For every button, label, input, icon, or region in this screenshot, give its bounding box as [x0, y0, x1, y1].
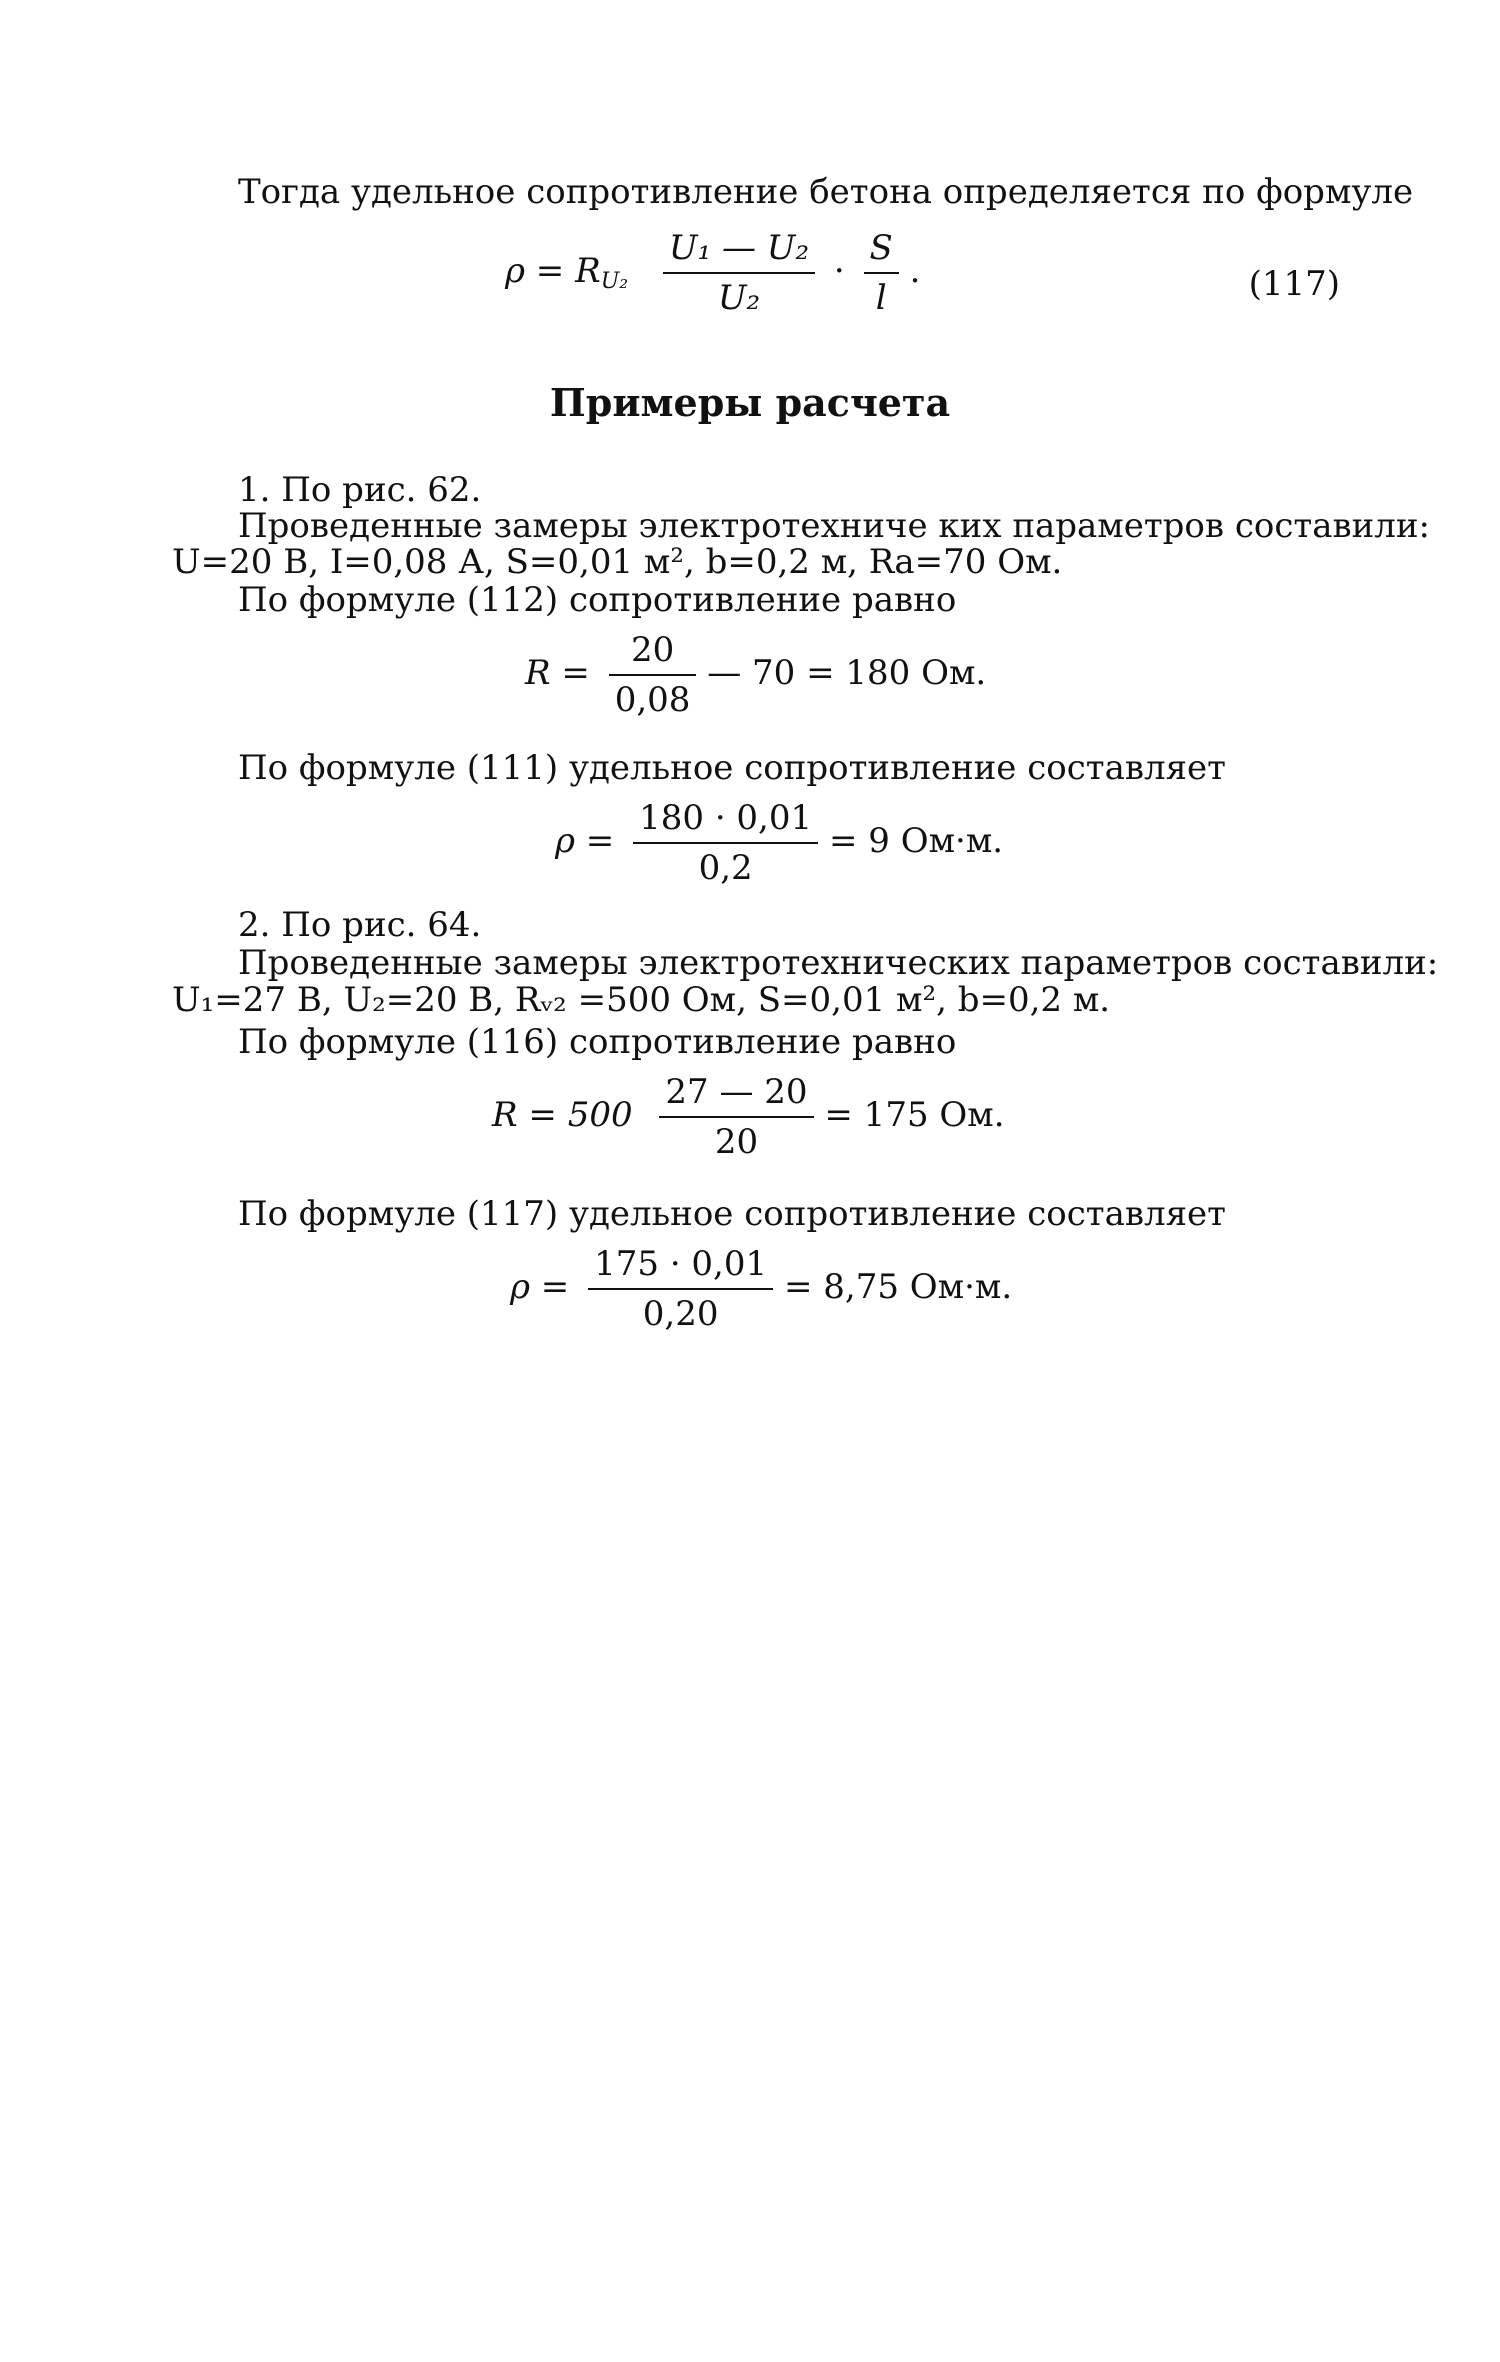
example1-eq2-lhs: ρ = [555, 821, 615, 861]
example2-eq1-rhs: = 175 Ом. [824, 1095, 1005, 1135]
formula-117 [505, 228, 920, 318]
example2-line3: По формуле (116) сопротивление равно [238, 1022, 957, 1062]
example1-line1: Проведенные замеры электротехниче ких параметров составили: [238, 506, 1430, 546]
example1-eq1-rhs: — 70 = 180 Ом. [707, 653, 987, 693]
example1-eq1-lhs: R = [525, 653, 590, 693]
formula-117-dot: · [833, 251, 845, 291]
example2-heading: 2. По рис. 64. [238, 905, 482, 945]
example2-line1: Проведенные замеры электротехнических параметров составили: [238, 943, 1439, 983]
example2-eq1-lhs: R = 500 [492, 1095, 633, 1135]
example1-heading: 1. По рис. 62. [238, 470, 482, 510]
formula-117-number: (117) [1248, 264, 1340, 304]
section-title: Примеры расчета [549, 380, 951, 425]
example1-line3: По формуле (112) сопротивление равно [238, 580, 957, 620]
example1-eq2-rhs: = 9 Ом·м. [828, 821, 1004, 861]
example2-eq2-fraction: $\frac{175 \cdot 0,01}{0,20}$ [588, 1244, 773, 1334]
example2-eq2-lhs: ρ = [510, 1267, 570, 1307]
example1-eq1-fraction: $\frac{20}{0,08}$ [609, 630, 697, 720]
example1-equation1 [525, 630, 986, 720]
example2-equation1 [492, 1072, 1005, 1162]
example1-equation2 [555, 798, 1003, 888]
formula-117-lhs: $\rho = R_{U_2}$ [505, 251, 629, 294]
example2-eq1-fraction: $\frac{27 — 20}{20}$ [659, 1072, 813, 1162]
formula-117-fraction-1: $\frac{\text{U₁ — U₂}}{\text{U₂}}$ [663, 228, 815, 318]
intro-line: Тогда удельное сопротивление бетона определяется по формуле [238, 172, 1414, 212]
example1-line2: U=20 В, I=0,08 А, S=0,01 м², b=0,2 м, Rа=70 Ом. [172, 542, 1063, 582]
example1-eq2-fraction: $\frac{180 \cdot 0,01}{0,2}$ [633, 798, 818, 888]
example2-line2: U₁=27 В, U₂=20 В, Rᵥ₂ =500 Ом, S=0,01 м², b=0,2 м. [172, 980, 1111, 1020]
example2-eq2-rhs: = 8,75 Ом·м. [783, 1267, 1013, 1307]
example2-line4: По формуле (117) удельное сопротивление составляет [238, 1194, 1226, 1234]
example2-equation2 [510, 1244, 1012, 1334]
formula-117-fraction-2: $\frac{S}{l}$ [864, 228, 899, 318]
formula-117-tail: . [909, 251, 921, 291]
example1-line4: По формуле (111) удельное сопротивление составляет [238, 748, 1226, 788]
